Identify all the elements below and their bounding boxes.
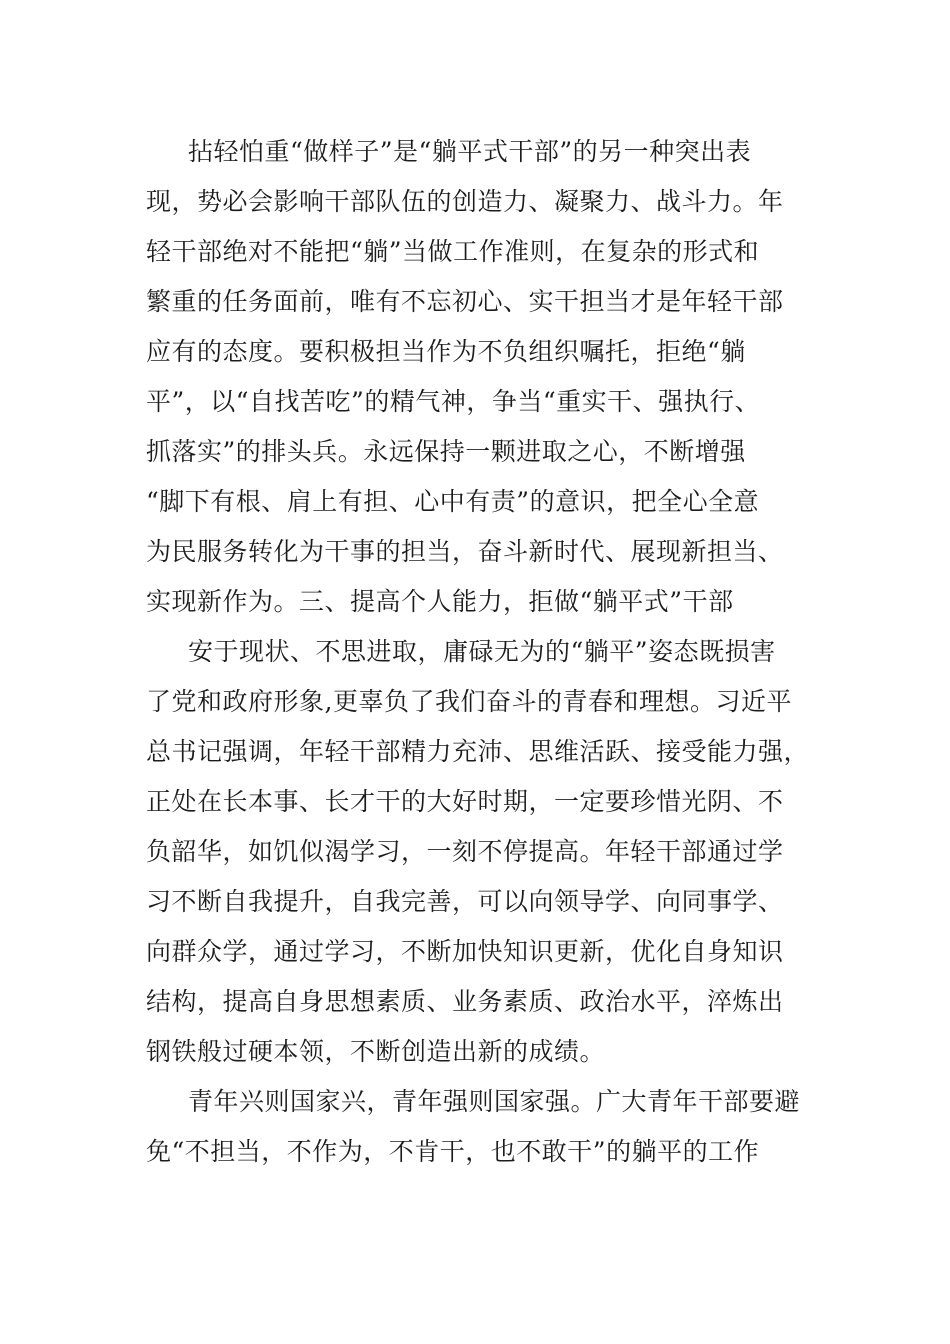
text-line: 总书记强调，年轻干部精力充沛、思维活跃、接受能力强，: [146, 737, 810, 766]
text-line: 应有的态度。要积极担当作为不负组织嘱托，拒绝“躺: [146, 337, 746, 366]
text-line: 实现新作为。三、提高个人能力，拒做“躺平式”干部: [146, 587, 734, 616]
text-line: 免“不担当，不作为，不肯干，也不敢干”的躺平的工作: [146, 1137, 760, 1166]
text-line: 繁重的任务面前，唯有不忘初心、实干担当才是年轻干部: [146, 287, 784, 316]
text-line: 安于现状、不思进取，庸碌无为的“躺平”姿态既损害: [188, 637, 776, 666]
text-line: 抓落实”的排头兵。永远保持一颗进取之心，不断增强: [146, 437, 746, 466]
text-line: 向群众学，通过学习，不断加快知识更新，优化自身知识: [146, 937, 784, 966]
text-line: 拈轻怕重“做样子”是“躺平式干部”的另一种突出表: [188, 137, 752, 166]
text-line: 了党和政府形象,更辜负了我们奋斗的青春和理想。习近平: [146, 687, 792, 716]
text-line: 轻干部绝对不能把“躺”当做工作准则，在复杂的形式和: [146, 237, 760, 266]
text-line: 青年兴则国家兴，青年强则国家强。广大青年干部要避: [188, 1087, 801, 1116]
text-line: 结构，提高自身思想素质、业务素质、政治水平，淬炼出: [146, 987, 784, 1016]
text-line: 平”，以“自找苦吃”的精气神，争当“重实干、强执行、: [146, 387, 761, 416]
text-line: 正处在长本事、长才干的大好时期，一定要珍惜光阴、不: [146, 787, 784, 816]
text-line: “脚下有根、肩上有担、心中有责”的意识，把全心全意: [146, 487, 760, 516]
text-line: 现，势必会影响干部队伍的创造力、凝聚力、战斗力。年: [146, 187, 784, 216]
text-line: 为民服务转化为干事的担当，奋斗新时代、展现新担当、: [146, 537, 784, 566]
text-line: 钢铁般过硬本领，不断创造出新的成绩。: [146, 1037, 606, 1066]
text-line: 负韶华，如饥似渴学习，一刻不停提高。年轻干部通过学: [146, 837, 784, 866]
text-line: 习不断自我提升，自我完善，可以向领导学、向同事学、: [146, 887, 784, 916]
